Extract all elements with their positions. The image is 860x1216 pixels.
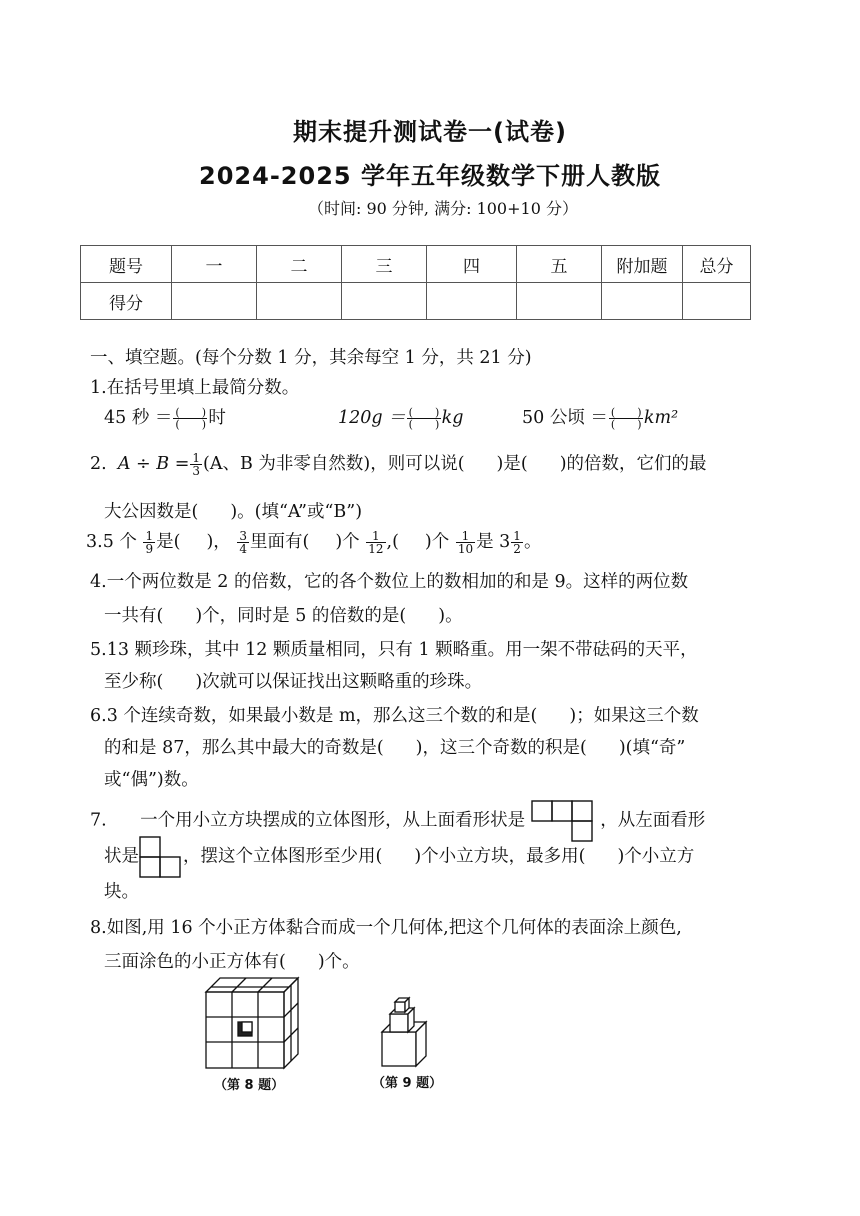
q1a-left: 45 秒 ＝ [104, 408, 173, 428]
score-cell: 二 [257, 246, 342, 283]
question-1-part-a [104, 406, 226, 430]
figure-q8-cube [204, 976, 304, 1070]
figure-q8-caption: （第 8 题） [214, 1078, 285, 1093]
question-1-part-b [338, 406, 463, 430]
question-4-line-2: 一共有( )个，同时是 5 的倍数的是( )。 [104, 606, 463, 626]
score-input-cell[interactable] [342, 283, 427, 320]
question-6-line-1: 6.3 个连续奇数，如果最小数是 m，那么这三个数的和是( )；如果这三个数 [90, 706, 699, 726]
question-4-line-1: 4.一个两位数是 2 的倍数，它的各个数位上的数相加的和是 9。这样的两位数 [90, 572, 689, 592]
score-cell: 附加题 [602, 246, 683, 283]
score-table-header-row [81, 246, 751, 283]
score-input-cell[interactable] [602, 283, 683, 320]
figure-q9-caption: （第 9 题） [372, 1076, 443, 1091]
exam-title: 期末提升测试卷一(试卷) [293, 118, 567, 146]
score-table-score-row [81, 283, 751, 320]
exam-time-info: （时间: 90 分钟, 满分: 100+10 分） [308, 199, 578, 218]
section-heading: 一、填空题。(每个分数 1 分，其余每空 1 分，共 21 分) [90, 348, 532, 368]
q1a-unit: 时 [208, 408, 226, 428]
question-7-line-2: 状是 ，摆这个立体图形至少用( )个小立方块，最多用( )个小立方 [104, 836, 694, 878]
score-cell: 一 [172, 246, 257, 283]
exam-subtitle-grade: 2024-2025 学年五年级数学下册人教版 [199, 162, 661, 190]
score-input-cell[interactable] [172, 283, 257, 320]
score-cell: 五 [517, 246, 602, 283]
score-cell: 题号 [81, 246, 172, 283]
question-2-line-1: 2. A ÷ B = $\frac{1}{3}$ (A、B 为非零自然数)，则可以说( )是( )的倍数，它们的最 [90, 451, 707, 478]
q1b-unit: kg [441, 408, 464, 428]
question-5-line-1: 5.13 颗珍珠，其中 12 颗质量相同，只有 1 颗略重。用一架不带砝码的天平， [90, 640, 698, 660]
q1c-unit: km² [643, 408, 679, 428]
question-5-line-2: 至少称( )次就可以保证找出这颗略重的珍珠。 [104, 672, 483, 692]
score-cell: 得分 [81, 283, 172, 320]
left-view-figure [139, 836, 183, 878]
score-input-cell[interactable] [257, 283, 342, 320]
figure-q9-stacked-cubes [376, 994, 436, 1068]
score-table [80, 245, 751, 320]
question-7-line-1: 7. 一个用小立方块摆成的立体图形，从上面看形状是 ，从左面看形 [90, 800, 705, 842]
q2-fraction: $\frac{1}{3}$ [192, 451, 200, 478]
score-cell: 四 [427, 246, 517, 283]
question-6-line-2: 的和是 87，那么其中最大的奇数是( )，这三个奇数的积是( )(填“奇” [104, 738, 686, 758]
score-cell: 三 [342, 246, 427, 283]
score-input-cell[interactable] [517, 283, 602, 320]
q1c-left: 50 公顷 ＝ [522, 408, 608, 428]
score-cell: 总分 [683, 246, 751, 283]
question-8-line-1: 8.如图,用 16 个小正方体黏合而成一个几何体,把这个几何体的表面涂上颜色, [90, 918, 682, 938]
score-input-cell[interactable] [427, 283, 517, 320]
score-input-cell[interactable] [683, 283, 751, 320]
q1b-fraction[interactable]: $\frac{( )}{( )}$ [408, 406, 440, 431]
question-2-line-2: 大公因数是( )。(填“A”或“B”) [104, 502, 363, 522]
q1c-fraction[interactable]: $\frac{( )}{( )}$ [610, 406, 642, 431]
question-8-line-2: 三面涂色的小正方体有( )个。 [104, 952, 360, 972]
question-3: 3.5 个 $\frac{1}{9}$ 是( )， $\frac{3}{4}$ 里面有( )个 $\frac{1}{12}$ ,( )个 $\frac{1}{10}$ 是 3 $\frac{1}{2}$ 。 [86, 529, 542, 556]
question-7-line-3: 块。 [104, 882, 139, 902]
q1a-fraction[interactable]: $\frac{( )}{( )}$ [175, 406, 206, 431]
question-1-part-c [522, 406, 678, 430]
q1b-left: 120g ＝ [338, 408, 406, 428]
question-6-line-3: 或“偶”)数。 [104, 770, 199, 790]
question-1-stem: 1.在括号里填上最简分数。 [90, 378, 300, 398]
